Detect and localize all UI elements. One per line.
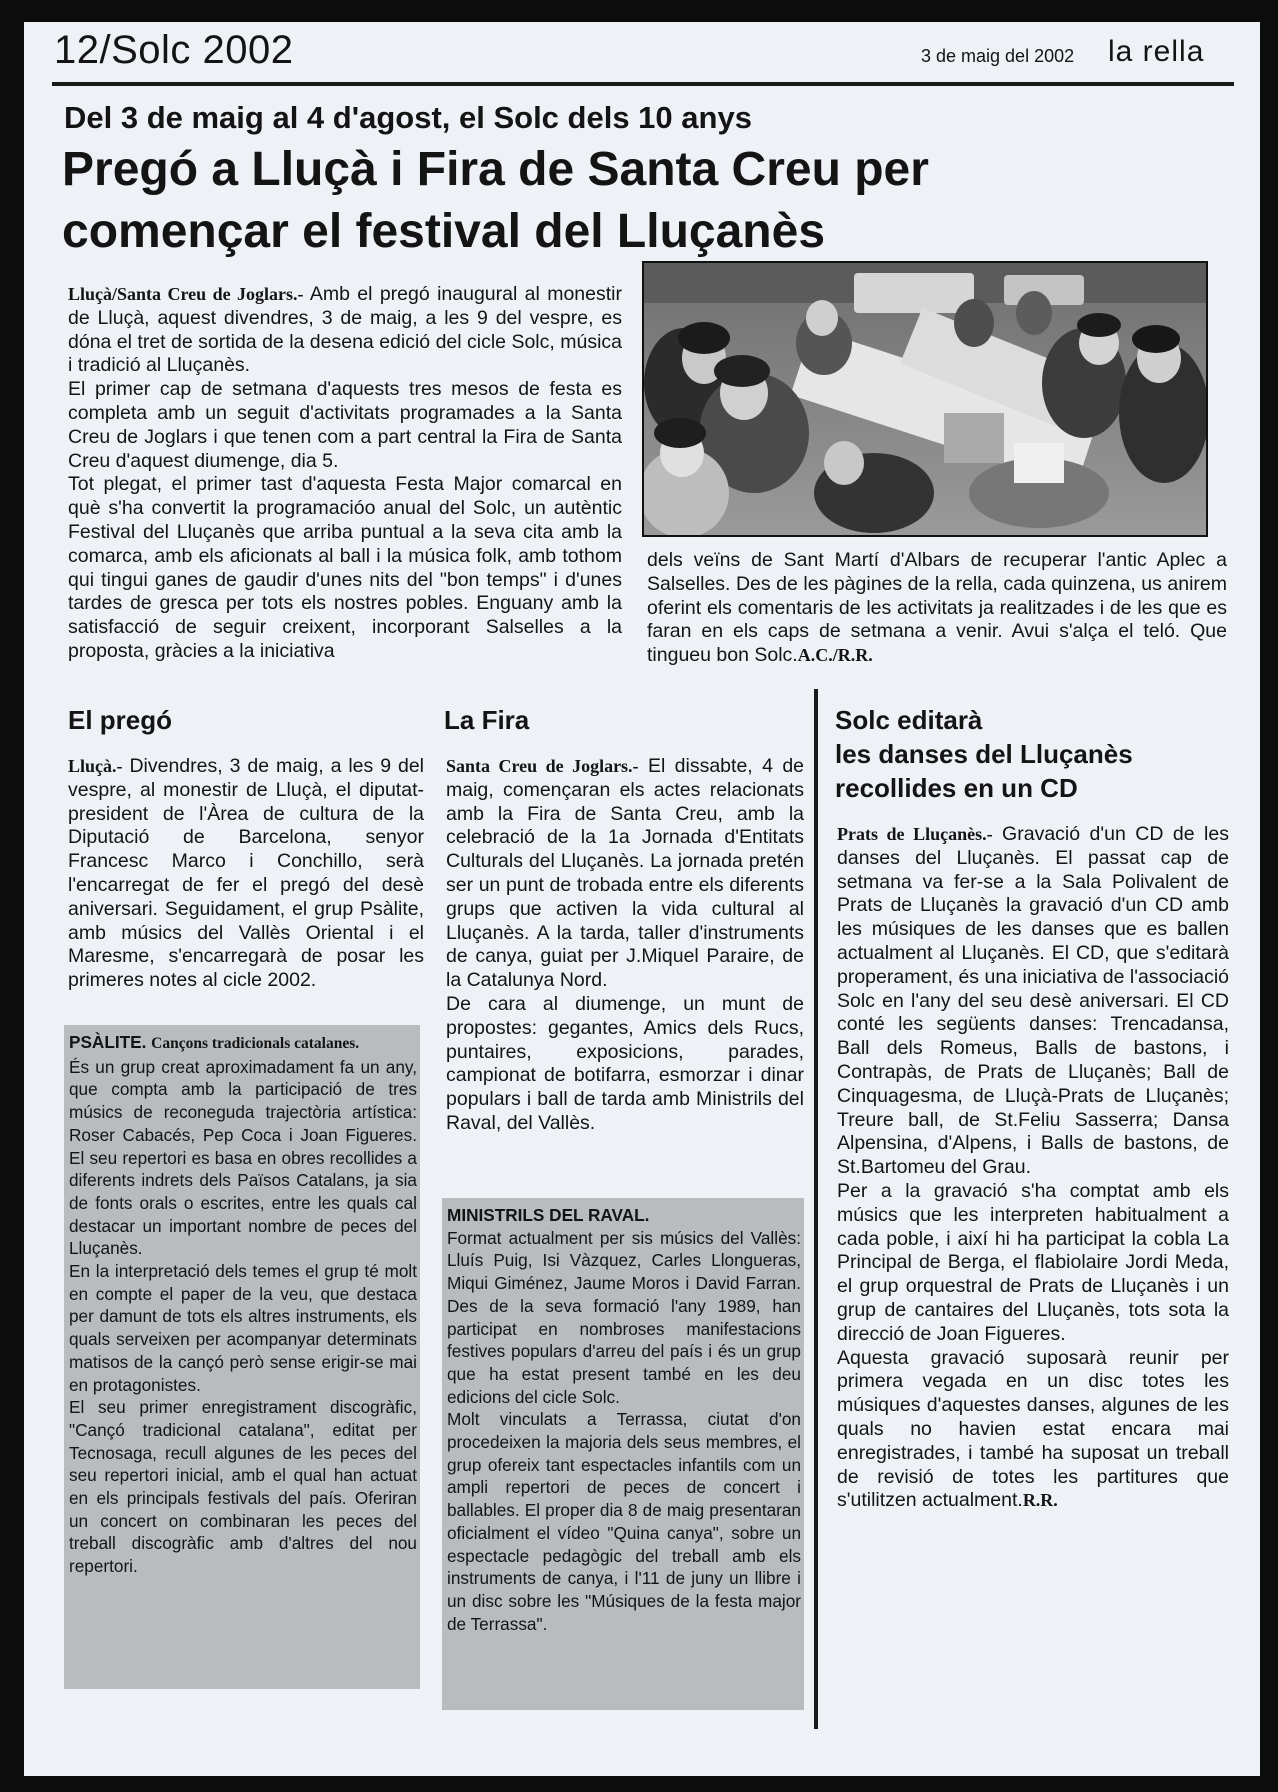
- fira-article: Santa Creu de Joglars.- El dissabte, 4 de maig, començaran els actes relacionats amb la Fira de Santa Creu, amb la celebració de la 1a Jornada d'Entitats Culturals del Lluçanès. La jornada pretén ser un punt de trobada entre els diferents grups que activen la vida cultural al Lluçanès. A la tarda, taller d'instruments de canya, guiat per J.Miquel Paraire, de la Catalunya Nord. De cara al diumenge, un munt de propostes: gegantes, Amics dels Rucs, puntaires, exposicions, parades, campionat de botifarra, esmorzar i dinar populars i ball de tarda amb Ministrils del Raval, del Vallès.: [446, 755, 805, 1134]
- prego-article: Lluçà.- Divendres, 3 de maig, a les 9 del vespre, al monestir de Lluçà, el diputat-president de l'Àrea de cultura de la Diputació de Barcelona, senyor Francesc Marco i Conchillo, serà l'encarregat de fer el pregó del desè aniversari. Seguidament, el grup Psàlite, amb músics del Vallès Oriental i el Maresme, s'encarregarà de posar les primeres notes al cicle 2002.: [68, 755, 424, 992]
- fira-location: Santa Creu de Joglars.-: [446, 756, 639, 776]
- intro-signature: A.C./R.R.: [797, 645, 873, 666]
- solc-cd-signature: R.R.: [1022, 1490, 1058, 1511]
- prego-location: Lluçà.-: [68, 756, 123, 776]
- prego-title: El pregó: [68, 705, 173, 735]
- newspaper-page: [24, 22, 1260, 1776]
- intro-location: Lluçà/Santa Creu de Joglars.-: [68, 284, 304, 304]
- intro-article: [68, 283, 622, 664]
- solc-cd-title: Solc editarà les danses del Lluçanès recollides en un CD: [835, 705, 1133, 803]
- intro-paragraph-1: Lluçà/Santa Creu de Joglars.- Amb el pregó inaugural al monestir de Lluçà, aquest divendres, 3 de maig, a les 9 del vespre, es dóna el tret de sortida de la desena edició del cicle Solc, música i tradició al Lluçanès.: [68, 283, 622, 377]
- ministrils-box: [442, 1198, 804, 1710]
- psalite-name: PSÀLITE.: [69, 1032, 147, 1052]
- solc-cd-article: Prats de Lluçanès.- Gravació d'un CD de les danses del Lluçanès. El passat cap de setmana va fer-se a la Sala Polivalent de Prats de Lluçanès la gravació d'un CD amb les músiques de les danses que es ballen actualment al Lluçanès. El CD, que s'editarà properament, és una iniciativa de l'associació Solc en l'any del seu desè aniversari. El CD conté les següents danses: Trencadansa, Ball dels Romeus, Balls de bastons, i Contrapàs, de Prats de Lluçanès; Ball de Cinquagesma, de Lluçà-Prats de Lluçanès; Treure ball, de St.Feliu Sasserra; Dansa Alpensina, d'Alpens, i Balls de bastons, de St.Bartomeu del Grau. Per a la gravació s'ha comptat amb els músics que les interpreten habitualment a cada poble, i així hi ha participat la cobla La Principal de Berga, el flabiolaire Jordi Meda, el grup orquestral de Prats de Lluçanès i un grup de cantaires del Lluçanès, tots sota la direcció de Joan Figueres. Aquesta gravació suposarà reunir per primera vegada en un disc totes les músiques d'aquestes danses, algunes de les quals no havien estat encara mai enregistrades, i també ha suposat un treball de revisió de totes les partitures que s'utilitzen actualment.R.R.: [837, 823, 1229, 1512]
- issue-date: 3 de maig del 2002: [921, 46, 1075, 66]
- intro-paragraph-2: El primer cap de setmana d'aquests tres mesos de festa es completa amb un seguit d'activitats programades a la Santa Creu de Joglars i que tenen com a part central la Fira de Santa Creu d'aquest diumenge, dia 5.: [68, 378, 622, 472]
- headline-line-2: començar el festival del Lluçanès: [62, 205, 826, 258]
- headline-kicker: Del 3 de maig al 4 d'agost, el Solc dels 10 anys: [64, 100, 752, 135]
- psalite-paragraph-1: És un grup creat aproximadament fa un any, que compta amb la participació de tres músics de reconeguda trajectòria artística: Roser Cabacés, Pep Coca i Joan Figueres. El seu repertori es basa en obres recollides a diferents indrets dels Països Catalans, ja sia de fonts orals o escrites, entre les quals cal destacar un important nombre de peces del Lluçanès.: [69, 1056, 417, 1259]
- intro-continuation: dels veïns de Sant Martí d'Albars de recuperar l'antic Aplec a Salselles. Des de les pàgines de la rella, cada quinzena, us anirem oferint els comentaris de les activitats ja realitzades i de les que es faran en els caps de setmana a venir. Avui s'alça el teló. Que tingueu bon Solc.A.C./R.R.: [647, 549, 1227, 667]
- psalite-box: [64, 1025, 420, 1689]
- ministrils-name: MINISTRILS DEL RAVAL.: [447, 1205, 650, 1225]
- fira-paragraph-2: De cara al diumenge, un munt de propostes: gegantes, Amics dels Rucs, puntaires, exposicions, parades, campionat de botifarra, esmorzar i dinar populars i ball de tarda amb Ministrils del Raval, del Vallès.: [446, 992, 804, 1134]
- ministrils-paragraph-1: Format actualment per sis músics del Vallès: Lluís Puig, Isi Vàzquez, Carles Llongueras, Miqui Giménez, Jaume Moros i David Farran. Des de la seva formació l'any 1989, han participat en nombroses manifestacions festives populars d'arreu del país i és un grup que ha estat present també en les deu edicions del cicle Solc.: [447, 1227, 801, 1407]
- psalite-paragraph-3: El seu primer enregistrament discogràfic, "Cançó tradicional catalana", editat per Tecnosaga, recull algunes de les peces del seu repertori inicial, amb el qual han actuat en els principals festivals del país. Oferiran un concert on combinaran les peces del treball discogràfic amb d'altres del nou repertori.: [69, 1397, 417, 1577]
- festival-crowd-photo: [642, 261, 1208, 537]
- header-rule: [52, 82, 1234, 86]
- headline-line-1: Pregó a Lluçà i Fira de Santa Creu per: [62, 143, 929, 196]
- publication-name: la rella: [1108, 35, 1205, 68]
- crowd-photo-icon: [644, 263, 1206, 535]
- fira-title: La Fira: [444, 705, 530, 735]
- main-headline: [62, 139, 929, 263]
- ministrils-paragraph-2: Molt vinculats a Terrassa, ciutat d'on procedeixen la majoria dels seus membres, el grup ofereix tant espectacles infantils com un ampli repertori de peces de concert i ballables. El proper dia 8 de maig presentaran oficialment el vídeo "Quina canya", sobre un espectacle pedagògic del treball amb els instruments de canya, i l'11 de juny un llibre i un disc sobre les "Músiques de la festa major de Terrassa".: [447, 1409, 801, 1634]
- solc-cd-paragraph-2: Per a la gravació s'ha comptat amb els músics que les interpreten habitualment a cada poble, i així hi ha participat la cobla La Principal de Berga, el flabiolaire Jordi Meda, el grup orquestral de Prats de Lluçanès i un grup de cantaires del Lluçanès, tots sota la direcció de Joan Figueres.: [837, 1179, 1229, 1345]
- column-divider: [814, 689, 818, 1729]
- solc-cd-location: Prats de Lluçanès.-: [837, 824, 993, 844]
- psalite-subtitle: Cançons tradicionals catalanes.: [151, 1035, 360, 1052]
- intro-paragraph-3: Tot plegat, el primer tast d'aquesta Festa Major comarcal en què s'ha convertit la programacióo anual del Solc, un autèntic Festival del Lluçanès que arriba puntual a la seva cita amb la comarca, amb els aficionats al ball i la música folk, amb tothom qui tingui ganes de gaudir d'unes nits del "bon temps" i d'unes tardes de gresca per tots els nostres pobles. Enguany amb la satisfacció de seguir creixent, incorporant Salselles a la proposta, gràcies a la iniciativa: [68, 473, 622, 662]
- issue-number: 12/Solc 2002: [54, 28, 294, 72]
- psalite-paragraph-2: En la interpretació dels temes el grup té molt en compte el paper de la veu, que destaca per damunt de tots els altres instruments, els quals serveixen per acompanyar determinats matisos de la cançó però sense erigir-se mai en protagonistes.: [69, 1261, 417, 1395]
